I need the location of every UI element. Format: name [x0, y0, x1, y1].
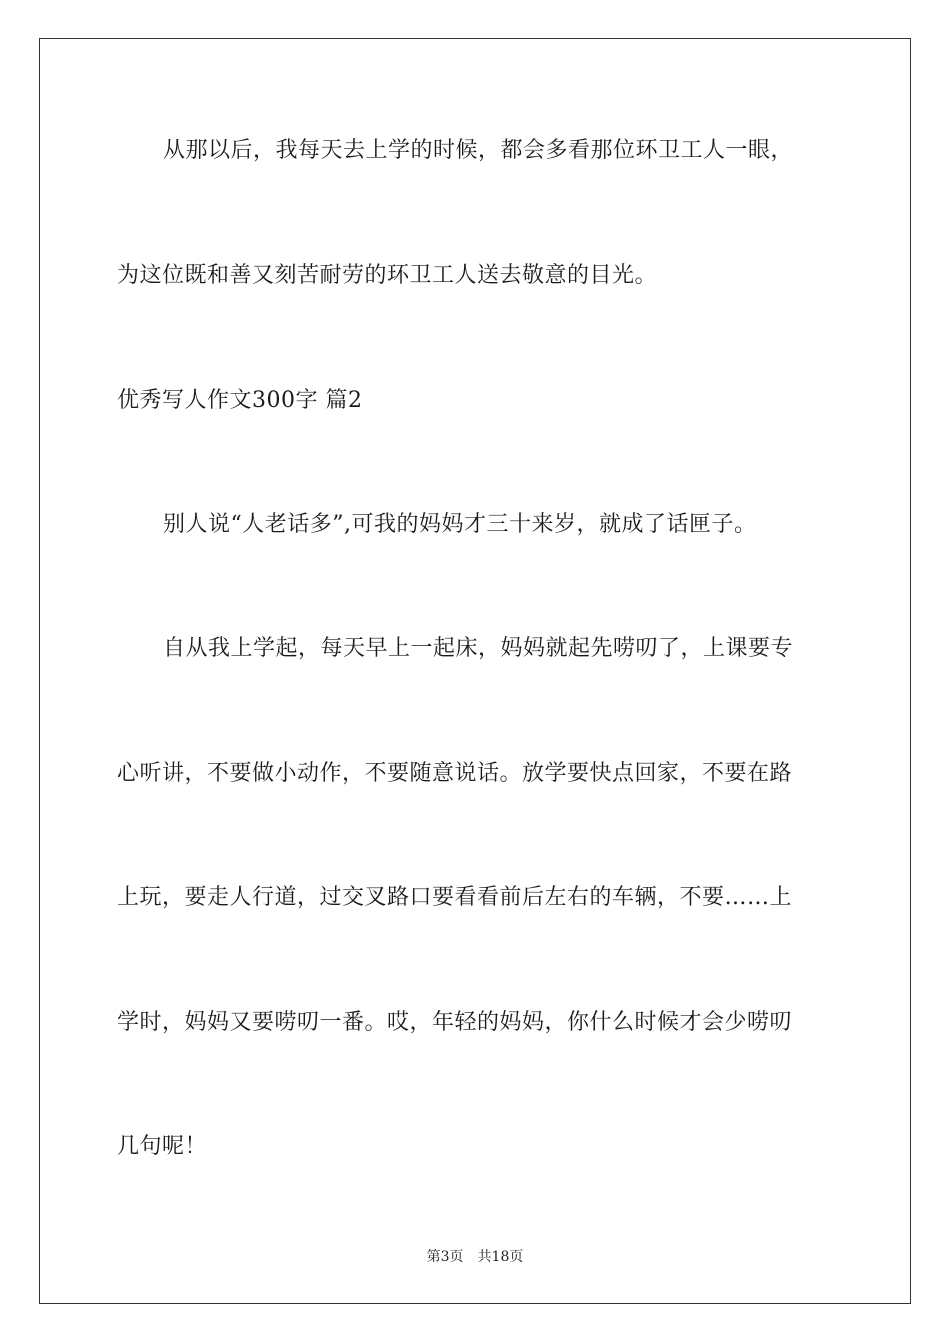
paragraph-line: 为这位既和善又刻苦耐劳的环卫工人送去敬意的目光。 [117, 263, 658, 288]
paragraph-line: 几句呢！ [117, 1134, 208, 1159]
paragraph-line: 学时，妈妈又要唠叨一番。哎，年轻的妈妈，你什么时候才会少唠叨 [117, 1010, 793, 1035]
paragraph-line: 上玩，要走人行道，过交叉路口要看看前后左右的车辆，不要……上 [117, 885, 793, 910]
paragraph-line: 别人说“人老话多”,可我的妈妈才三十来岁，就成了话匣子。 [163, 512, 757, 537]
paragraph-line: 心听讲，不要做小动作，不要随意说话。放学要快点回家，不要在路 [117, 761, 793, 786]
page-border [39, 38, 911, 1304]
section-heading: 优秀写人作文300字 篇2 [117, 388, 363, 413]
paragraph-line: 从那以后，我每天去上学的时候，都会多看那位环卫工人一眼， [163, 138, 794, 163]
page-footer [0, 1247, 950, 1267]
page-number: 第3页 [426, 1249, 464, 1265]
page-total: 共18页 [477, 1249, 524, 1265]
paragraph-line: 自从我上学起，每天早上一起床，妈妈就起先唠叨了，上课要专 [163, 636, 794, 661]
